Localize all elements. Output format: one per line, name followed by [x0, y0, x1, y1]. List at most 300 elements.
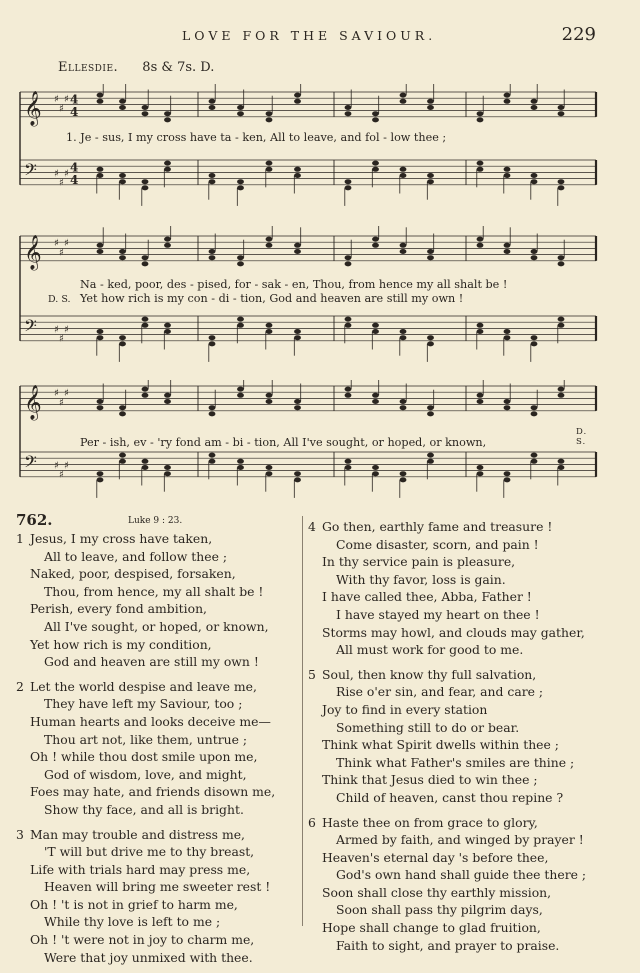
note-head [558, 387, 565, 392]
tune-meter: 8s & 7s. D. [142, 60, 215, 75]
stanza-line: Come disaster, scorn, and pain ! [336, 536, 539, 552]
note-head [558, 111, 565, 116]
lyric-line: Per - ish, ev - 'ry fond am - bi - tion, All I've sought, or hoped, or known, [80, 436, 487, 449]
note-head [294, 99, 301, 104]
note-head [237, 323, 244, 328]
note-head [558, 179, 565, 184]
stanza-line: Think what Spirit dwells within thee ; [322, 737, 559, 753]
note-head [477, 243, 484, 248]
note-head [477, 465, 484, 470]
stanza-line: Heaven will bring me sweeter rest ! [44, 879, 271, 895]
stanza-line: Thou, from hence, my all shalt be ! [44, 583, 264, 599]
running-title: LOVE FOR THE SAVIOUR. [182, 28, 437, 43]
note-head [97, 335, 104, 340]
tune-heading [58, 60, 214, 75]
note-head [266, 323, 273, 328]
note-head [237, 387, 244, 392]
note-head [531, 255, 538, 260]
note-head [237, 465, 244, 470]
stanza-line: Heaven's eternal day 's before thee, [322, 849, 549, 865]
note-head [237, 185, 244, 190]
note-head [531, 405, 538, 410]
note-head [97, 477, 104, 482]
note-head [237, 105, 244, 110]
note-head [97, 93, 104, 98]
note-head [209, 99, 216, 104]
note-head [294, 243, 301, 248]
note-head [504, 329, 511, 334]
stanza-number: 4 [308, 519, 316, 534]
note-head [119, 179, 126, 184]
bass-clef-icon: 𝄢 [24, 315, 37, 340]
stanza-line: Something still to do or bear. [336, 719, 520, 735]
page-number: 229 [561, 24, 596, 45]
note-head [237, 317, 244, 322]
scripture-reference: Luke 9 : 23. [128, 516, 183, 526]
note-head [504, 335, 511, 340]
note-head [372, 323, 379, 328]
sharp-icon: ♯ [59, 333, 64, 345]
note-head [209, 173, 216, 178]
note-head [266, 471, 273, 476]
note-head [531, 99, 538, 104]
note-head [294, 167, 301, 172]
note-head [558, 105, 565, 110]
stanza-line: Thou art not, like them, untrue ; [44, 731, 248, 747]
stanza-line: Storms may howl, and clouds may gather, [322, 624, 585, 640]
note-head [164, 237, 171, 242]
stanza-line: Hope shall change to glad fruition, [322, 920, 541, 936]
music-system-1 [18, 84, 598, 214]
time-signature: 4 [70, 104, 79, 119]
note-head [558, 393, 565, 398]
note-head [400, 99, 407, 104]
note-head [531, 173, 538, 178]
treble-staff [20, 226, 596, 271]
note-head [142, 459, 149, 464]
note-head [372, 167, 379, 172]
note-head [266, 111, 273, 116]
note-head [164, 399, 171, 404]
note-head [427, 341, 434, 346]
note-head [400, 335, 407, 340]
note-head [345, 111, 352, 116]
note-head [345, 105, 352, 110]
note-head [97, 405, 104, 410]
stanza-line: All to leave, and follow thee ; [44, 548, 228, 564]
note-head [345, 255, 352, 260]
note-head [372, 399, 379, 404]
note-head [372, 471, 379, 476]
note-head [294, 93, 301, 98]
note-head [427, 411, 434, 416]
note-head [164, 117, 171, 122]
time-signature: 4 [70, 160, 79, 175]
note-head [427, 99, 434, 104]
sharp-icon: ♯ [64, 324, 69, 336]
stanza-line: Soon shall close thy earthly mission, [322, 884, 552, 900]
note-head [164, 323, 171, 328]
note-head [164, 243, 171, 248]
note-head [119, 459, 126, 464]
note-head [477, 471, 484, 476]
note-head [209, 335, 216, 340]
lyric-line: Yet how rich is my con - di - tion, God and heaven are still my own ! [80, 292, 464, 305]
note-head [119, 105, 126, 110]
sharp-icon: ♯ [54, 324, 59, 336]
treble-clef-icon: 𝄞 [24, 235, 42, 271]
note-head [266, 329, 273, 334]
note-head [504, 173, 511, 178]
note-head [294, 477, 301, 482]
note-head [237, 111, 244, 116]
treble-clef-icon: 𝄞 [24, 385, 42, 421]
note-head [558, 465, 565, 470]
note-head [345, 317, 352, 322]
note-head [142, 387, 149, 392]
note-head [294, 335, 301, 340]
note-head [209, 255, 216, 260]
note-head [97, 99, 104, 104]
stanza-line: Rise o'er sin, and fear, and care ; [336, 684, 544, 700]
note-head [531, 105, 538, 110]
stanza-line: 2 Let the world despise and leave me, [16, 678, 257, 694]
stanza-line: With thy favor, loss is gain. [336, 571, 506, 587]
stanza-line: Oh ! 't were not in joy to charm me, [30, 932, 255, 948]
stanza-number: 2 [16, 678, 24, 694]
note-head [164, 393, 171, 398]
note-head [345, 323, 352, 328]
column-divider [302, 516, 303, 926]
music-system-2 [18, 226, 598, 366]
time-signature: 4 [70, 92, 79, 107]
stanza-line: Joy to find in every station [322, 701, 488, 717]
note-head [531, 341, 538, 346]
note-head [97, 471, 104, 476]
note-head [209, 453, 216, 458]
note-head [237, 179, 244, 184]
note-head [97, 399, 104, 404]
note-head [119, 405, 126, 410]
stanza-line: Oh ! while thou dost smile upon me, [30, 749, 258, 765]
stanza-line: Think that Jesus died to win thee ; [322, 772, 538, 788]
note-head [504, 93, 511, 98]
note-head [427, 249, 434, 254]
stanza-line: Naked, poor, despised, forsaken, [30, 566, 236, 582]
stanza [16, 826, 301, 967]
note-head [142, 393, 149, 398]
stanza-line: Oh ! 't is not in grief to harm me, [30, 896, 238, 912]
note-head [294, 173, 301, 178]
note-head [531, 335, 538, 340]
note-head [97, 243, 104, 248]
note-head [266, 117, 273, 122]
note-head [400, 399, 407, 404]
note-head [558, 185, 565, 190]
note-head [558, 323, 565, 328]
note-head [237, 261, 244, 266]
note-head [400, 249, 407, 254]
note-head [504, 477, 511, 482]
stanza-line: Child of heaven, canst thou repine ? [336, 789, 564, 805]
note-head [266, 161, 273, 166]
note-head [164, 167, 171, 172]
stanza [16, 678, 301, 819]
treble-clef-icon: 𝄞 [24, 91, 42, 127]
note-head [164, 161, 171, 166]
note-head [558, 459, 565, 464]
stanza-line: Perish, every fond ambition, [30, 601, 207, 617]
note-head [209, 411, 216, 416]
stanza-line: 'T will but drive me to thy breast, [44, 844, 255, 860]
note-head [142, 179, 149, 184]
note-head [400, 329, 407, 334]
note-head [504, 471, 511, 476]
stanza-number: 6 [308, 814, 316, 830]
treble-staff [20, 380, 596, 421]
note-head [531, 453, 538, 458]
tune-name: Ellesdie. [58, 60, 119, 75]
note-head [345, 261, 352, 266]
note-head [477, 237, 484, 242]
note-head [531, 179, 538, 184]
note-head [119, 453, 126, 458]
sharp-icon: ♯ [54, 388, 59, 400]
stanza-line: 5 Soul, then know thy full salvation, [308, 666, 537, 682]
sharp-icon: ♯ [59, 247, 64, 259]
sharp-icon: ♯ [54, 94, 59, 106]
note-head [294, 329, 301, 334]
note-head [345, 179, 352, 184]
bass-staff [20, 316, 596, 362]
note-head [294, 249, 301, 254]
note-head [372, 117, 379, 122]
note-head [142, 323, 149, 328]
stanza [308, 814, 608, 955]
ds-label: D. S. [48, 294, 71, 305]
stanza-line: God and heaven are still my own ! [44, 654, 259, 670]
note-head [237, 459, 244, 464]
stanza-line: Foes may hate, and friends disown me, [30, 784, 276, 800]
note-head [294, 471, 301, 476]
note-head [477, 323, 484, 328]
note-head [266, 393, 273, 398]
sharp-icon: ♯ [59, 397, 64, 409]
stanza-line: 3 Man may trouble and distress me, [16, 826, 245, 842]
note-head [97, 329, 104, 334]
stanza-line: Faith to sight, and prayer to praise. [336, 937, 560, 953]
note-head [372, 465, 379, 470]
sharp-icon: ♯ [64, 94, 69, 106]
treble-staff [20, 84, 596, 127]
note-head [142, 111, 149, 116]
stanza-line: 1 Jesus, I my cross have taken, [16, 531, 213, 546]
note-head [400, 243, 407, 248]
note-head [345, 387, 352, 392]
stanza-line: Armed by faith, and winged by prayer ! [336, 832, 584, 848]
stanza [308, 666, 608, 807]
stanza-line: 4 Go then, earthly fame and treasure ! [308, 519, 553, 534]
note-head [427, 459, 434, 464]
stanza-line: Were that joy unmixed with thee. [44, 949, 253, 965]
note-head [558, 317, 565, 322]
note-head [266, 167, 273, 172]
note-head [400, 167, 407, 172]
time-signature: 4 [70, 172, 79, 187]
note-head [477, 111, 484, 116]
sharp-icon: ♯ [64, 168, 69, 180]
stanza-line: While thy love is left to me ; [44, 914, 221, 930]
note-head [209, 179, 216, 184]
note-head [142, 261, 149, 266]
note-head [266, 465, 273, 470]
note-head [266, 237, 273, 242]
note-head [504, 167, 511, 172]
lyric-line: 1. Je - sus, I my cross have ta - ken, All to leave, and fol - low thee ; [66, 131, 447, 144]
stanza-line: They have left my Saviour, too ; [44, 696, 243, 712]
note-head [477, 393, 484, 398]
bass-clef-icon: 𝄢 [24, 159, 37, 184]
note-head [427, 255, 434, 260]
note-head [372, 161, 379, 166]
stanza-line: Life with trials hard may press me, [30, 861, 251, 877]
note-head [266, 243, 273, 248]
note-head [427, 405, 434, 410]
note-head [400, 405, 407, 410]
note-head [504, 249, 511, 254]
note-head [504, 399, 511, 404]
note-head [142, 255, 149, 260]
note-head [164, 111, 171, 116]
stanzas-left-column [16, 530, 301, 973]
note-head [209, 405, 216, 410]
sharp-icon: ♯ [54, 460, 59, 472]
note-head [477, 117, 484, 122]
note-head [558, 261, 565, 266]
stanza-line: Soon shall pass thy pilgrim days, [336, 902, 543, 918]
stanza-number: 3 [16, 826, 24, 842]
stanza-number: 1 [16, 531, 24, 546]
note-head [372, 111, 379, 116]
note-head [237, 393, 244, 398]
music-system-3 [18, 380, 598, 498]
note-head [372, 329, 379, 334]
note-head [142, 105, 149, 110]
sharp-icon: ♯ [59, 469, 64, 481]
sharp-icon: ♯ [64, 460, 69, 472]
note-head [372, 393, 379, 398]
note-head [558, 255, 565, 260]
note-head [345, 459, 352, 464]
music-notation [18, 84, 598, 214]
stanzas-right-column [308, 518, 608, 961]
sharp-icon: ♯ [54, 168, 59, 180]
bass-clef-icon: 𝄢 [24, 451, 37, 476]
note-head [119, 173, 126, 178]
stanza-line: Show thy face, and all is bright. [44, 801, 244, 817]
note-head [400, 477, 407, 482]
note-head [119, 411, 126, 416]
note-head [97, 167, 104, 172]
note-head [209, 341, 216, 346]
note-head [477, 329, 484, 334]
note-head [164, 465, 171, 470]
stanza [308, 518, 608, 659]
note-head [504, 99, 511, 104]
note-head [294, 399, 301, 404]
ds-label: D. S. [576, 427, 588, 447]
bass-staff [20, 160, 596, 206]
note-head [119, 99, 126, 104]
bass-staff [20, 452, 596, 498]
stanza-number: 5 [308, 666, 316, 682]
stanza-line: I have stayed my heart on thee ! [336, 606, 540, 622]
note-head [164, 471, 171, 476]
hymn-number: 762. [16, 511, 53, 529]
note-head [345, 393, 352, 398]
note-head [119, 255, 126, 260]
note-head [427, 173, 434, 178]
note-head [531, 411, 538, 416]
note-head [477, 399, 484, 404]
stanza-line: All I've sought, or hoped, or known, [44, 618, 269, 634]
note-head [504, 405, 511, 410]
note-head [209, 105, 216, 110]
note-head [531, 459, 538, 464]
note-head [142, 465, 149, 470]
stanza-line: God's own hand shall guide thee there ; [336, 867, 587, 883]
note-head [372, 243, 379, 248]
note-head [266, 399, 273, 404]
note-head [119, 249, 126, 254]
note-head [142, 185, 149, 190]
note-head [427, 453, 434, 458]
stanza-line: God of wisdom, love, and might, [44, 766, 247, 782]
stanza-line: All must work for good to me. [336, 642, 524, 658]
note-head [477, 167, 484, 172]
sharp-icon: ♯ [64, 388, 69, 400]
page-header [0, 26, 640, 50]
note-head [209, 249, 216, 254]
stanza-line: Think what Father's smiles are thine ; [336, 754, 575, 770]
note-head [294, 405, 301, 410]
stanza-line: In thy service pain is pleasure, [322, 554, 516, 570]
note-head [345, 465, 352, 470]
note-head [119, 335, 126, 340]
note-head [400, 173, 407, 178]
stanza-line: 6 Haste thee on from grace to glory, [308, 814, 538, 830]
note-head [531, 249, 538, 254]
note-head [97, 249, 104, 254]
stanza [16, 530, 301, 671]
sharp-icon: ♯ [59, 177, 64, 189]
stanza-line: I have called thee, Abba, Father ! [322, 589, 532, 605]
sharp-icon: ♯ [64, 238, 69, 250]
note-head [427, 335, 434, 340]
verse-number: 1. [66, 131, 77, 144]
note-head [119, 341, 126, 346]
note-head [209, 459, 216, 464]
sharp-icon: ♯ [59, 103, 64, 115]
note-head [237, 255, 244, 260]
note-head [97, 173, 104, 178]
stanza-line: Yet how rich is my condition, [30, 636, 212, 652]
note-head [504, 243, 511, 248]
note-head [427, 179, 434, 184]
sharp-icon: ♯ [54, 238, 59, 250]
stanza-line: Human hearts and looks deceive me— [30, 713, 271, 729]
lyric-line: Na - ked, poor, des - pised, for - sak - en, Thou, from hence my all shalt be ! [80, 278, 508, 291]
